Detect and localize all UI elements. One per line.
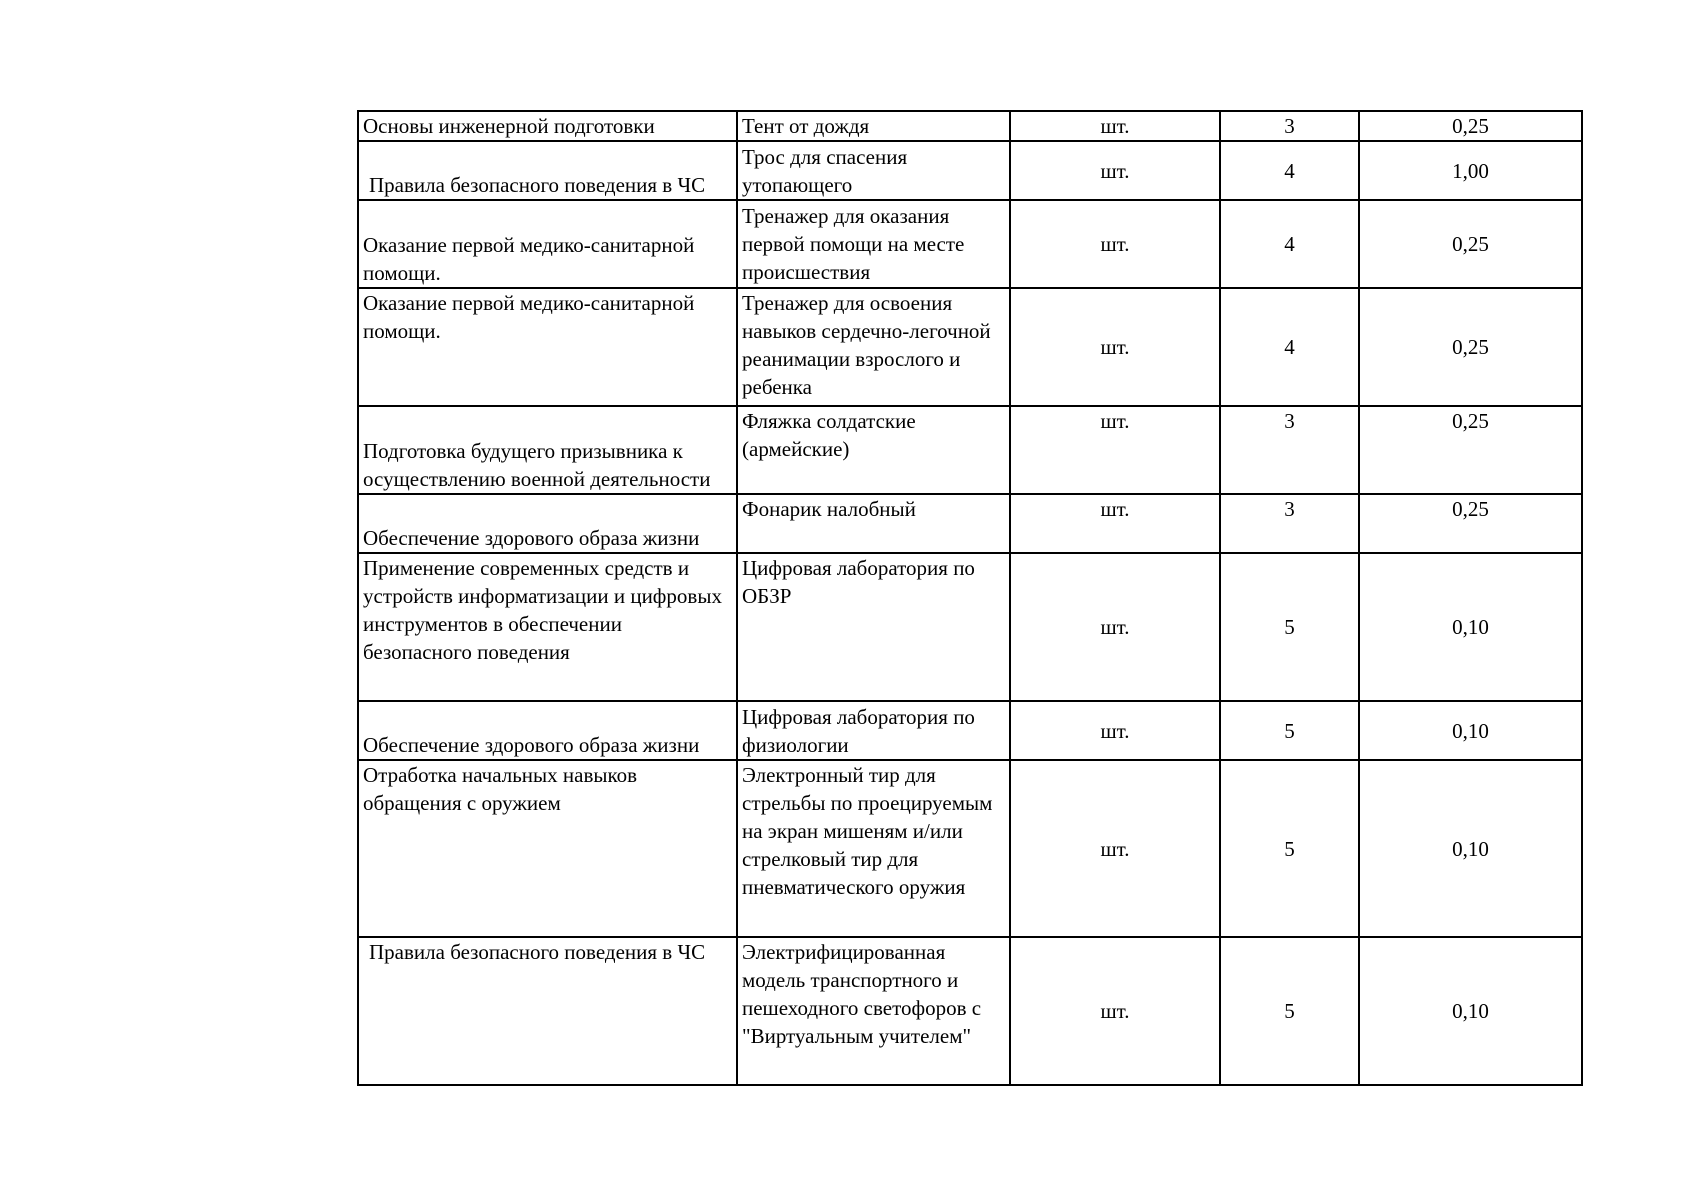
rate-text: 0,10 (1452, 615, 1489, 639)
topic-text: Оказание первой медико-санитарной помощи. (363, 291, 695, 343)
item-cell (737, 553, 1010, 701)
rate-cell (1359, 760, 1582, 937)
qty-text: 5 (1284, 615, 1295, 639)
qty-text: 5 (1284, 836, 1295, 861)
table-row (358, 553, 1582, 701)
topic-text: Подготовка будущего призывника к осуществлению военной деятельности (363, 439, 711, 491)
qty-cell (1220, 200, 1359, 288)
rate-cell (1359, 288, 1582, 406)
topic-text: Обеспечение здорового образа жизни (363, 526, 700, 550)
rate-text: 1,00 (1452, 158, 1489, 183)
qty-cell (1220, 760, 1359, 937)
unit-cell (1010, 111, 1220, 141)
rate-cell (1359, 937, 1582, 1085)
unit-text: шт. (1100, 836, 1130, 861)
unit-text: шт. (1100, 999, 1130, 1023)
unit-cell (1010, 200, 1220, 288)
equipment-table (357, 110, 1583, 1086)
qty-text: 5 (1284, 999, 1295, 1023)
topic-cell (358, 760, 737, 937)
item-text: Фонарик налобный (742, 497, 916, 521)
qty-text: 4 (1284, 232, 1295, 256)
unit-text: шт. (1100, 615, 1130, 639)
item-cell (737, 494, 1010, 553)
item-text: Трос для спасения утопающего (742, 144, 908, 197)
topic-text: Оказание первой медико-санитарной помощи. (363, 233, 695, 285)
topic-cell (358, 494, 737, 553)
unit-cell (1010, 553, 1220, 701)
unit-cell (1010, 760, 1220, 937)
qty-cell (1220, 937, 1359, 1085)
qty-cell (1220, 111, 1359, 141)
unit-text: шт. (1100, 158, 1130, 183)
table-row (358, 701, 1582, 760)
item-cell (737, 141, 1010, 200)
item-cell (737, 701, 1010, 760)
item-cell (737, 111, 1010, 141)
topic-cell (358, 111, 737, 141)
unit-cell (1010, 937, 1220, 1085)
unit-cell (1010, 288, 1220, 406)
topic-cell (358, 406, 737, 494)
rate-cell (1359, 200, 1582, 288)
item-cell (737, 760, 1010, 937)
topic-cell (358, 553, 737, 701)
rate-text: 0,25 (1452, 409, 1489, 433)
item-text: Электронный тир для стрельбы по проецируемым на экран мишеням и/или стрелковый тир для пневматического оружия (742, 763, 993, 899)
rate-cell (1359, 406, 1582, 494)
item-text: Фляжка солдатские (армейские) (742, 409, 916, 461)
qty-text: 3 (1284, 409, 1295, 433)
table-row (358, 141, 1582, 200)
item-cell (737, 937, 1010, 1085)
topic-cell (358, 200, 737, 288)
qty-cell (1220, 141, 1359, 200)
unit-cell (1010, 701, 1220, 760)
unit-text: шт. (1100, 232, 1130, 256)
unit-text: шт. (1100, 114, 1130, 138)
item-cell (737, 200, 1010, 288)
item-text: Цифровая лаборатория по физиологии (742, 704, 975, 757)
qty-text: 5 (1284, 718, 1295, 743)
rate-text: 0,25 (1452, 497, 1489, 521)
rate-cell (1359, 553, 1582, 701)
unit-text: шт. (1100, 409, 1130, 433)
qty-cell (1220, 288, 1359, 406)
topic-text: Применение современных средств и устройств информатизации и цифровых инструментов в обеспечении безопасного поведения (363, 556, 722, 664)
topic-cell (358, 937, 737, 1085)
item-cell (737, 406, 1010, 494)
qty-cell (1220, 406, 1359, 494)
unit-cell (1010, 141, 1220, 200)
rate-cell (1359, 701, 1582, 760)
unit-text: шт. (1100, 718, 1130, 743)
rate-text: 0,25 (1452, 232, 1489, 256)
table-row (358, 111, 1582, 141)
topic-cell (358, 141, 737, 200)
topic-text: Правила безопасного поведения в ЧС (369, 173, 706, 197)
qty-cell (1220, 494, 1359, 553)
item-text: Тренажер для оказания первой помощи на месте происшествия (742, 204, 965, 284)
topic-text: Правила безопасного поведения в ЧС (369, 940, 706, 964)
topic-text: Обеспечение здорового образа жизни (363, 733, 700, 757)
rate-text: 0,10 (1452, 999, 1489, 1023)
table-row (358, 200, 1582, 288)
rate-text: 0,25 (1452, 335, 1489, 359)
table-row (358, 494, 1582, 553)
rate-text: 0,10 (1452, 718, 1489, 743)
item-text: Цифровая лаборатория по ОБЗР (742, 556, 975, 608)
rate-text: 0,25 (1452, 114, 1489, 138)
topic-text: Отработка начальных навыков обращения с оружием (363, 763, 638, 815)
rate-cell (1359, 494, 1582, 553)
rate-text: 0,10 (1452, 836, 1489, 861)
topic-text: Основы инженерной подготовки (363, 114, 655, 138)
qty-cell (1220, 553, 1359, 701)
qty-text: 3 (1284, 497, 1295, 521)
topic-cell (358, 701, 737, 760)
qty-text: 3 (1284, 114, 1295, 138)
topic-cell (358, 288, 737, 406)
table-row (358, 760, 1582, 937)
unit-text: шт. (1100, 497, 1130, 521)
item-cell (737, 288, 1010, 406)
table-row (358, 288, 1582, 406)
qty-text: 4 (1284, 335, 1295, 359)
rate-cell (1359, 141, 1582, 200)
unit-cell (1010, 494, 1220, 553)
item-text: Электрифицированная модель транспортного и пешеходного светофоров с "Виртуальным учителем" (742, 940, 982, 1048)
table-row (358, 937, 1582, 1085)
rate-cell (1359, 111, 1582, 141)
qty-text: 4 (1284, 158, 1295, 183)
unit-text: шт. (1100, 335, 1130, 359)
unit-cell (1010, 406, 1220, 494)
item-text: Тренажер для освоения навыков сердечно-легочной реанимации взрослого и ребенка (742, 291, 991, 399)
item-text: Тент от дождя (742, 114, 870, 138)
qty-cell (1220, 701, 1359, 760)
table-row (358, 406, 1582, 494)
